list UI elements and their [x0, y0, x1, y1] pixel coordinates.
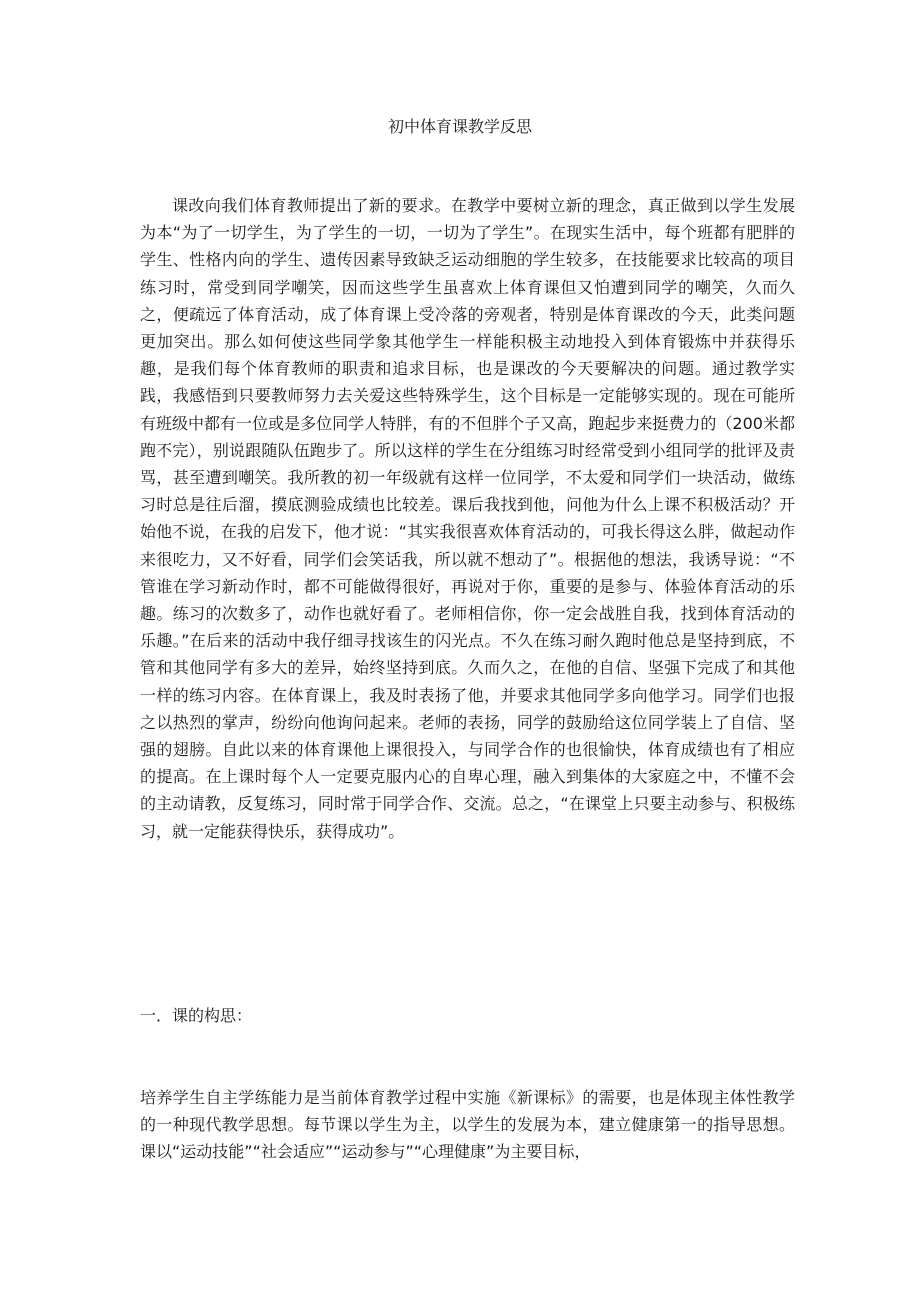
section-heading: 一．课的构思：: [140, 1006, 253, 1025]
body-paragraph-1: 课改向我们体育教师提出了新的要求。在教学中要树立新的理念，真正做到以学生发展为本“为了一切学生，为了学生的一切，一切为了学生”。在现实生活中，每个班都有肥胖的学生、性格内向的学生、遗传因素导致缺乏运动细胞的学生较多，在技能要求比较高的项目练习时，常受到同学嘲笑，因而这些学生虽喜欢上体育课但又怕遭到同学的嘲笑，久而久之，便疏远了体育活动，成了体育课上受冷落的旁观者，特别是体育课改的今天，此类问题更加突出。那么如何使这些同学象其他学生一样能积极主动地投入到体育锻炼中并获得乐趣，是我们每个体育教师的职责和追求目标，也是课改的今天要解决的问题。通过教学实践，我感悟到只要教师努力去关爱这些特殊学生，这个目标是一定能够实现的。现在可能所有班级中都有一位或是多位同学人特胖，有的不但胖个子又高，跑起步来挺费力的（200米都跑不完），别说跟随队伍跑步了。所以这样的学生在分组练习时经常受到小组同学的批评及责骂，甚至遭到嘲笑。我所教的初一年级就有这样一位同学，不太爱和同学们一块活动，做练习时总是往后溜，摸底测验成绩也比较差。课后我找到他，问他为什么上课不积极活动？开始他不说，在我的启发下，他才说：“其实我很喜欢体育活动的，可我长得这么胖，做起动作来很吃力，又不好看，同学们会笑话我，所以就不想动了”。根据他的想法，我诱导说：“不管谁在学习新动作时，都不可能做得很好，再说对于你，重要的是参与、体验体育活动的乐趣。练习的次数多了，动作也就好看了。老师相信你，你一定会战胜自我，找到体育活动的乐趣。”在后来的活动中我仔细寻找该生的闪光点。不久在练习耐久跑时他总是坚持到底，不管和其他同学有多大的差异，始终坚持到底。久而久之，在他的自信、坚强下完成了和其他一样的练习内容。在体育课上，我及时表扬了他，并要求其他同学多向他学习。同学们也报之以热烈的掌声，纷纷向他询问起来。老师的表扬，同学的鼓励给这位同学装上了自信、坚强的翅膀。自此以来的体育课他上课很投入，与同学合作的也很愉快，体育成绩也有了相应的提高。在上课时每个人一定要克服内心的自卑心理，融入到集体的大家庭之中，不懂不会的主动请教，反复练习，同时常于同学合作、交流。总之，“在课堂上只要主动参与、积极练习，就一定能获得快乐，获得成功”。: [140, 196, 795, 841]
body-paragraph-2: 培养学生自主学练能力是当前体育教学过程中实施《新课标》的需要，也是体现主体性教学的一种现代教学思想。每节课以学生为主，以学生的发展为本，建立健康第一的指导思想。课以“运动技能”“社会适应”“运动参与”“心理健康”为主要目标，: [140, 1088, 795, 1162]
document-title: 初中体育课教学反思: [387, 117, 532, 136]
